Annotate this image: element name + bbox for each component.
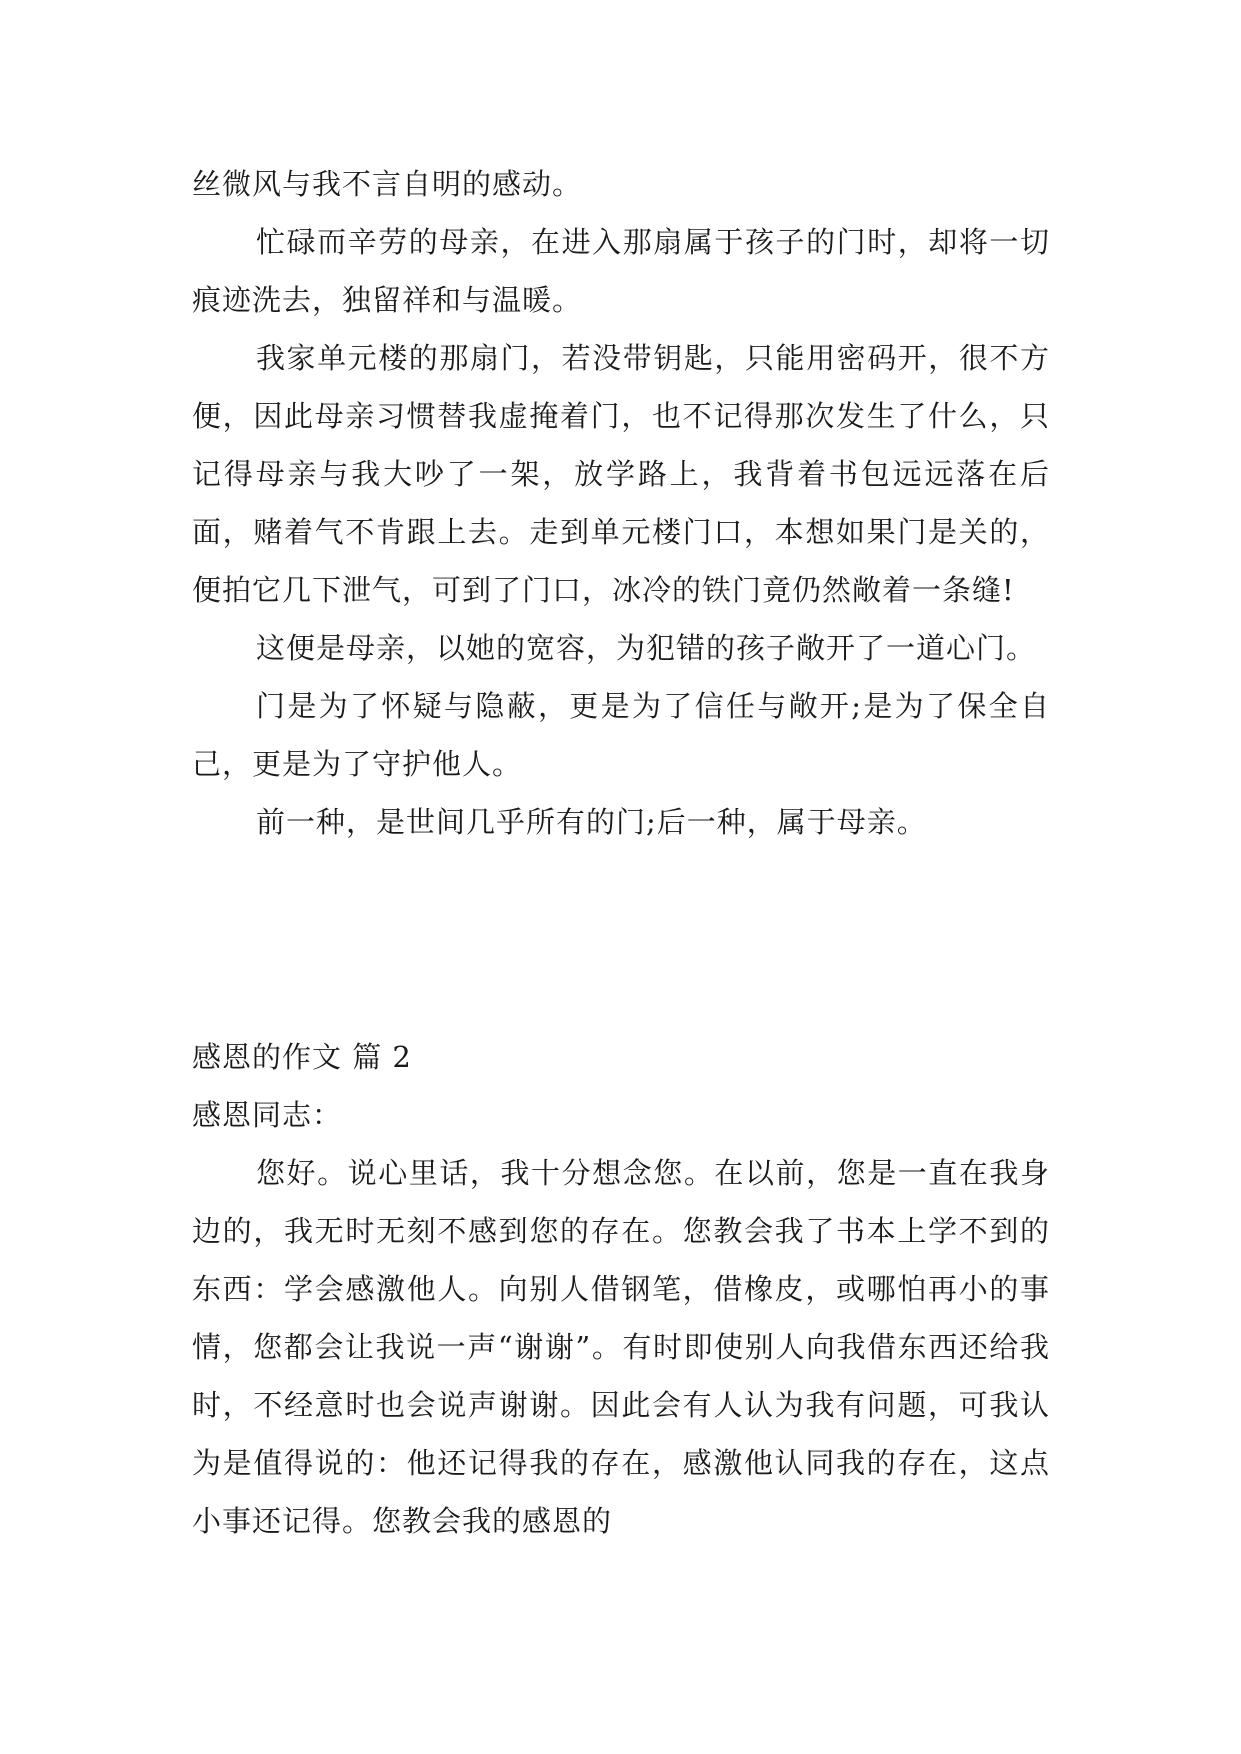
- salutation: 感恩同志：: [192, 1098, 343, 1132]
- essay-continuation: [192, 155, 1050, 851]
- paragraph-building-door: 我家单元楼的那扇门，若没带钥匙，只能用密码开，很不方便，因此母亲习惯替我虚掩着门，也不记得那次发生了什么，只记得母亲与我大吵了一架，放学路上，我背着书包远远落在后面，赌着气不肯跟上去。走到单元楼门口，本想如果门是关的，便拍它几下泄气，可到了门口，冰冷的铁门竟仍然敞着一条缝!: [192, 341, 1050, 607]
- essay-section-2: [192, 1028, 1050, 1550]
- paragraph-continuation: 丝微风与我不言自明的感动。: [192, 167, 583, 201]
- section-title: 感恩的作文 篇 2: [192, 1040, 412, 1074]
- paragraph-tolerance: 这便是母亲，以她的宽容，为犯错的孩子敞开了一道心门。: [256, 631, 1037, 665]
- paragraph-door-meaning: 门是为了怀疑与隐蔽，更是为了信任与敞开;是为了保全自己，更是为了守护他人。: [192, 689, 1050, 781]
- paragraph-conclusion: 前一种，是世间几乎所有的门;后一种，属于母亲。: [256, 805, 927, 839]
- paragraph-mother-door: 忙碌而辛劳的母亲，在进入那扇属于孩子的门时，却将一切痕迹洗去，独留祥和与温暖。: [192, 225, 1050, 317]
- letter-body-paragraph: 您好。说心里话，我十分想念您。在以前，您是一直在我身边的，我无时无刻不感到您的存在。您教会我了书本上学不到的东西：学会感激他人。向别人借钢笔，借橡皮，或哪怕再小的事情，您都会让我说一声“谢谢”。有时即使别人向我借东西还给我时，不经意时也会说声谢谢。因此会有人认为我有问题，可我认为是值得说的：他还记得我的存在，感激他认同我的存在，这点小事还记得。您教会我的感恩的: [192, 1156, 1050, 1538]
